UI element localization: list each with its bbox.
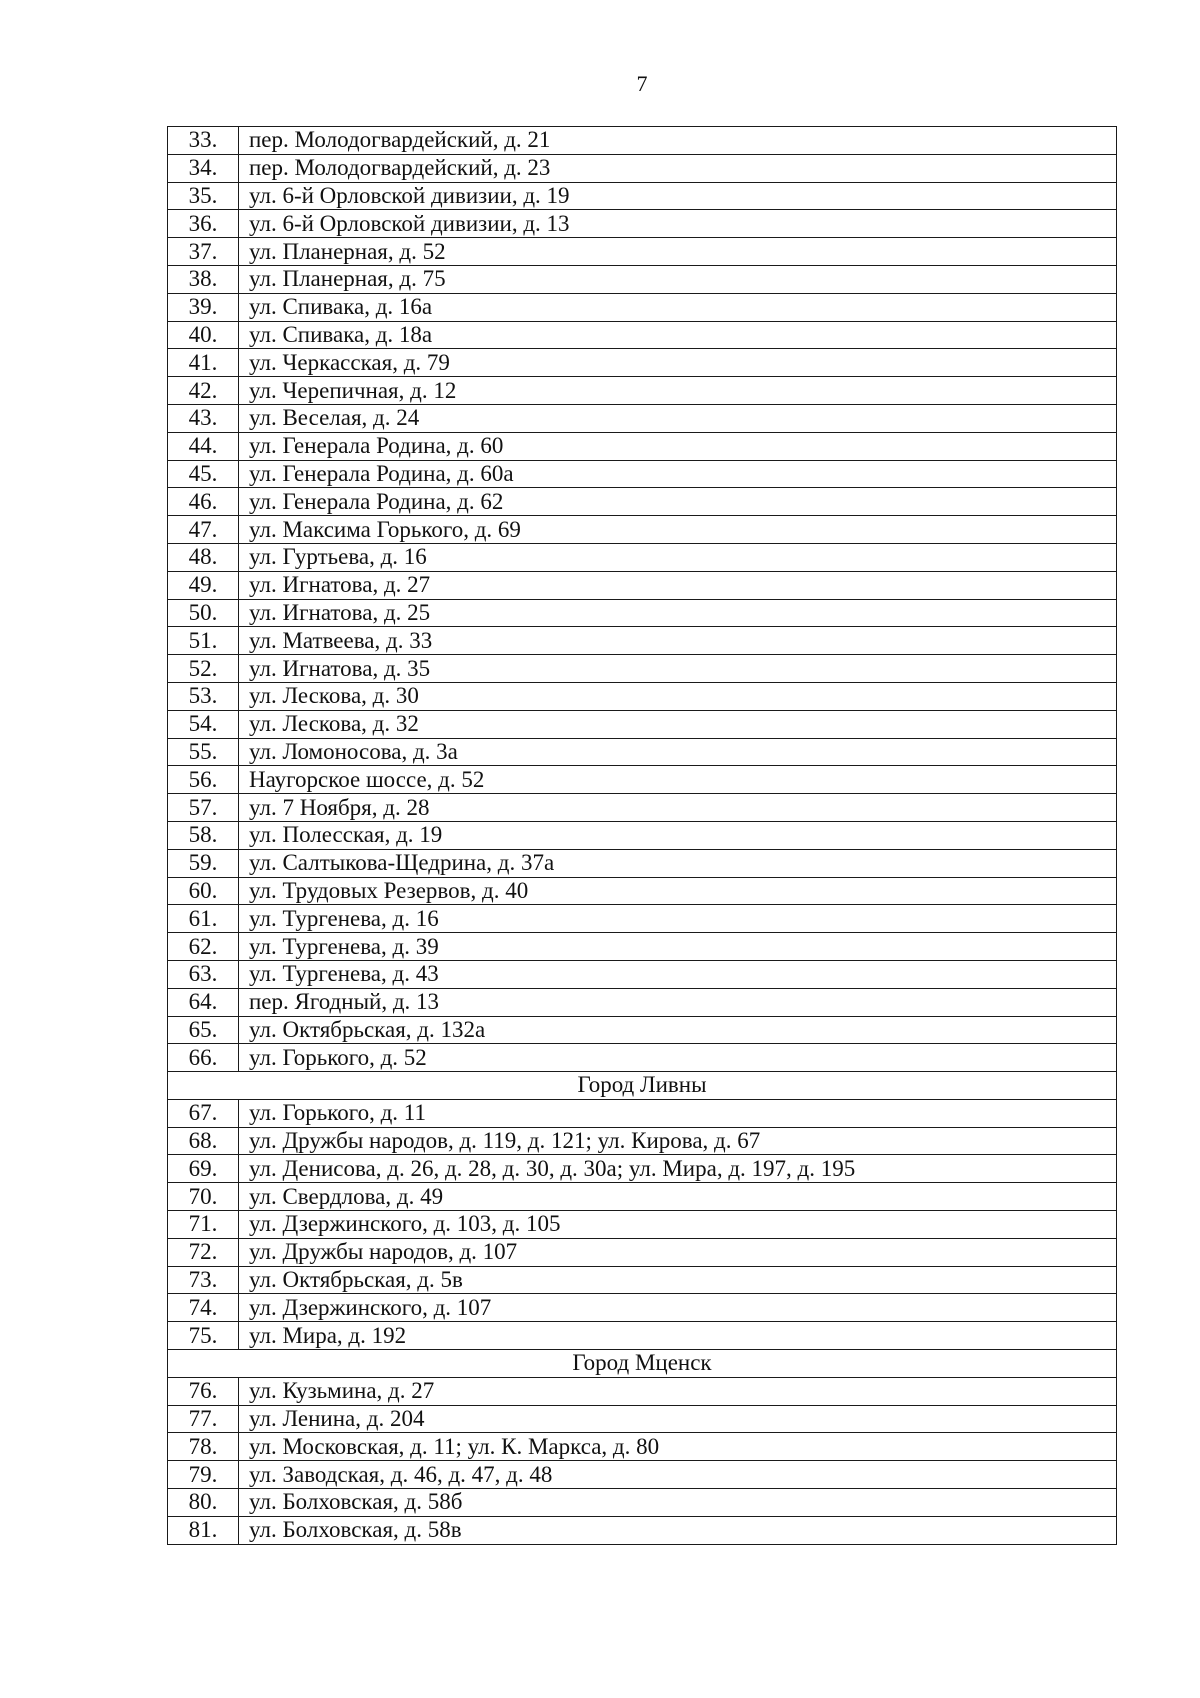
- row-number: 35.: [168, 182, 239, 210]
- table-row: [168, 710, 1117, 738]
- row-address: ул. Генерала Родина, д. 60: [239, 432, 1117, 460]
- section-title: Город Ливны: [168, 1072, 1117, 1100]
- row-address: ул. Денисова, д. 26, д. 28, д. 30, д. 30а; ул. Мира, д. 197, д. 195: [239, 1155, 1117, 1183]
- table-row: [168, 1238, 1117, 1266]
- row-number: 55.: [168, 738, 239, 766]
- table-row: [168, 1155, 1117, 1183]
- row-address: пер. Ягодный, д. 13: [239, 988, 1117, 1016]
- row-number: 79.: [168, 1461, 239, 1489]
- table-row: [168, 1044, 1117, 1072]
- table-row: [168, 655, 1117, 683]
- page-number: 7: [636, 71, 648, 96]
- table-row: [168, 1266, 1117, 1294]
- row-address: ул. Дзержинского, д. 103, д. 105: [239, 1211, 1117, 1239]
- row-address: пер. Молодогвардейский, д. 21: [239, 127, 1117, 155]
- row-number: 53.: [168, 682, 239, 710]
- table-row: [168, 1405, 1117, 1433]
- row-number: 54.: [168, 710, 239, 738]
- row-address: ул. Планерная, д. 75: [239, 265, 1117, 293]
- row-address: ул. Генерала Родина, д. 62: [239, 488, 1117, 516]
- row-address: ул. 7 Ноября, д. 28: [239, 794, 1117, 822]
- row-number: 61.: [168, 905, 239, 933]
- row-number: 67.: [168, 1099, 239, 1127]
- table-row: [168, 1377, 1117, 1405]
- row-number: 40.: [168, 321, 239, 349]
- row-address: ул. Октябрьская, д. 132а: [239, 1016, 1117, 1044]
- row-address: ул. Ломоносова, д. 3а: [239, 738, 1117, 766]
- row-number: 34.: [168, 154, 239, 182]
- section-title: Город Мценск: [168, 1350, 1117, 1378]
- row-number: 81.: [168, 1516, 239, 1544]
- table-row: [168, 1183, 1117, 1211]
- row-address: ул. 6-й Орловской дивизии, д. 19: [239, 182, 1117, 210]
- row-number: 45.: [168, 460, 239, 488]
- row-address: ул. Черепичная, д. 12: [239, 377, 1117, 405]
- table-row: [168, 1127, 1117, 1155]
- row-address: ул. Заводская, д. 46, д. 47, д. 48: [239, 1461, 1117, 1489]
- table-row: [168, 1294, 1117, 1322]
- row-address: ул. Дружбы народов, д. 119, д. 121; ул. Кирова, д. 67: [239, 1127, 1117, 1155]
- row-number: 76.: [168, 1377, 239, 1405]
- row-address: ул. Веселая, д. 24: [239, 404, 1117, 432]
- row-address: ул. Кузьмина, д. 27: [239, 1377, 1117, 1405]
- row-number: 56.: [168, 766, 239, 794]
- row-address: ул. Лескова, д. 30: [239, 682, 1117, 710]
- row-number: 70.: [168, 1183, 239, 1211]
- table-row: [168, 960, 1117, 988]
- table-row: [168, 1211, 1117, 1239]
- row-number: 38.: [168, 265, 239, 293]
- table-row: [168, 738, 1117, 766]
- row-number: 66.: [168, 1044, 239, 1072]
- table-row: [168, 377, 1117, 405]
- table-row: [168, 1016, 1117, 1044]
- row-address: ул. Спивака, д. 16а: [239, 293, 1117, 321]
- row-number: 77.: [168, 1405, 239, 1433]
- row-number: 62.: [168, 933, 239, 961]
- row-address: ул. Лескова, д. 32: [239, 710, 1117, 738]
- table-row: [168, 1516, 1117, 1544]
- row-number: 59.: [168, 849, 239, 877]
- row-address: ул. Матвеева, д. 33: [239, 627, 1117, 655]
- row-address: ул. Полесская, д. 19: [239, 821, 1117, 849]
- table-row: [168, 516, 1117, 544]
- table-row: [168, 933, 1117, 961]
- table-row: [168, 488, 1117, 516]
- table-row: [168, 154, 1117, 182]
- row-address: ул. Мира, д. 192: [239, 1322, 1117, 1350]
- table-row: [168, 794, 1117, 822]
- section-header-row: [168, 1072, 1117, 1100]
- row-address: ул. Горького, д. 11: [239, 1099, 1117, 1127]
- table-row: [168, 460, 1117, 488]
- row-number: 63.: [168, 960, 239, 988]
- row-address: ул. Трудовых Резервов, д. 40: [239, 877, 1117, 905]
- table-row: [168, 766, 1117, 794]
- table-row: [168, 599, 1117, 627]
- row-address: ул. Тургенева, д. 39: [239, 933, 1117, 961]
- address-table-body: [168, 127, 1117, 1545]
- row-number: 72.: [168, 1238, 239, 1266]
- table-row: [168, 127, 1117, 155]
- row-address: ул. Болховская, д. 58в: [239, 1516, 1117, 1544]
- row-address: ул. Дружбы народов, д. 107: [239, 1238, 1117, 1266]
- table-row: [168, 543, 1117, 571]
- table-row: [168, 293, 1117, 321]
- section-header-row: [168, 1350, 1117, 1378]
- row-number: 37.: [168, 238, 239, 266]
- table-row: [168, 877, 1117, 905]
- row-address: пер. Молодогвардейский, д. 23: [239, 154, 1117, 182]
- row-number: 50.: [168, 599, 239, 627]
- row-number: 49.: [168, 571, 239, 599]
- table-row: [168, 210, 1117, 238]
- row-address: ул. 6-й Орловской дивизии, д. 13: [239, 210, 1117, 238]
- row-address: ул. Салтыкова-Щедрина, д. 37а: [239, 849, 1117, 877]
- row-address: ул. Тургенева, д. 43: [239, 960, 1117, 988]
- row-number: 68.: [168, 1127, 239, 1155]
- table-row: [168, 849, 1117, 877]
- table-row: [168, 238, 1117, 266]
- table-row: [168, 571, 1117, 599]
- table-row: [168, 321, 1117, 349]
- address-table: [167, 126, 1117, 1545]
- table-row: [168, 1489, 1117, 1517]
- row-number: 58.: [168, 821, 239, 849]
- row-number: 47.: [168, 516, 239, 544]
- row-number: 41.: [168, 349, 239, 377]
- row-number: 65.: [168, 1016, 239, 1044]
- row-number: 71.: [168, 1211, 239, 1239]
- row-number: 39.: [168, 293, 239, 321]
- table-row: [168, 1461, 1117, 1489]
- row-number: 42.: [168, 377, 239, 405]
- row-number: 57.: [168, 794, 239, 822]
- table-row: [168, 682, 1117, 710]
- row-address: ул. Свердлова, д. 49: [239, 1183, 1117, 1211]
- row-number: 80.: [168, 1489, 239, 1517]
- table-row: [168, 627, 1117, 655]
- row-address: ул. Горького, д. 52: [239, 1044, 1117, 1072]
- row-address: ул. Тургенева, д. 16: [239, 905, 1117, 933]
- row-number: 46.: [168, 488, 239, 516]
- table-row: [168, 182, 1117, 210]
- row-number: 44.: [168, 432, 239, 460]
- row-address: ул. Планерная, д. 52: [239, 238, 1117, 266]
- row-address: ул. Спивака, д. 18а: [239, 321, 1117, 349]
- table-row: [168, 404, 1117, 432]
- table-row: [168, 265, 1117, 293]
- row-number: 69.: [168, 1155, 239, 1183]
- table-row: [168, 349, 1117, 377]
- row-address: ул. Болховская, д. 58б: [239, 1489, 1117, 1517]
- table-row: [168, 1433, 1117, 1461]
- table-row: [168, 432, 1117, 460]
- table-row: [168, 988, 1117, 1016]
- row-address: ул. Игнатова, д. 27: [239, 571, 1117, 599]
- row-address: Наугорское шоссе, д. 52: [239, 766, 1117, 794]
- row-address: ул. Ленина, д. 204: [239, 1405, 1117, 1433]
- row-address: ул. Гуртьева, д. 16: [239, 543, 1117, 571]
- table-row: [168, 821, 1117, 849]
- row-number: 78.: [168, 1433, 239, 1461]
- row-number: 52.: [168, 655, 239, 683]
- row-address: ул. Октябрьская, д. 5в: [239, 1266, 1117, 1294]
- row-number: 51.: [168, 627, 239, 655]
- row-number: 64.: [168, 988, 239, 1016]
- table-row: [168, 905, 1117, 933]
- row-number: 75.: [168, 1322, 239, 1350]
- row-address: ул. Игнатова, д. 25: [239, 599, 1117, 627]
- row-address: ул. Черкасская, д. 79: [239, 349, 1117, 377]
- row-number: 73.: [168, 1266, 239, 1294]
- row-number: 36.: [168, 210, 239, 238]
- table-row: [168, 1099, 1117, 1127]
- row-number: 43.: [168, 404, 239, 432]
- row-address: ул. Максима Горького, д. 69: [239, 516, 1117, 544]
- row-address: ул. Московская, д. 11; ул. К. Маркса, д. 80: [239, 1433, 1117, 1461]
- row-number: 48.: [168, 543, 239, 571]
- row-address: ул. Игнатова, д. 35: [239, 655, 1117, 683]
- row-number: 33.: [168, 127, 239, 155]
- table-row: [168, 1322, 1117, 1350]
- row-address: ул. Дзержинского, д. 107: [239, 1294, 1117, 1322]
- row-number: 60.: [168, 877, 239, 905]
- row-number: 74.: [168, 1294, 239, 1322]
- row-address: ул. Генерала Родина, д. 60а: [239, 460, 1117, 488]
